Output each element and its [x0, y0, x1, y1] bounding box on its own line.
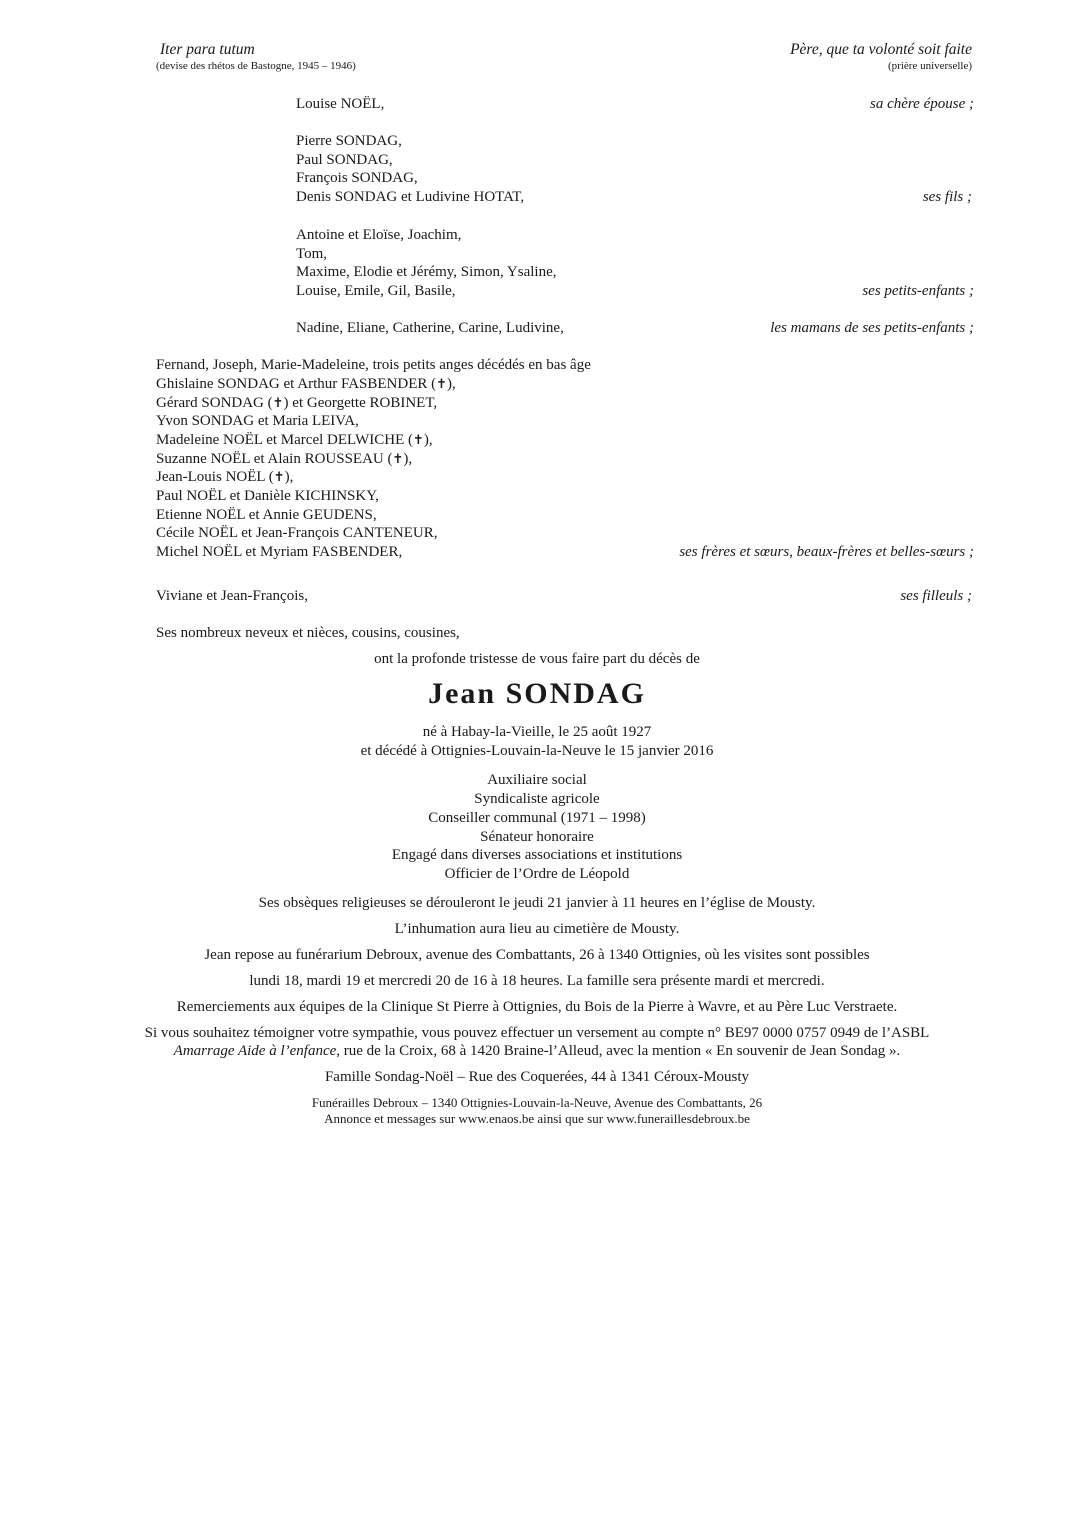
sibling-line [156, 375, 456, 394]
cross-icon: ✝ [272, 396, 284, 411]
grandchildren-line-2: Tom, [296, 246, 328, 262]
death-info: et décédé à Ottignies-Louvain-la-Neuve le 15 janvier 2016 [360, 743, 714, 759]
title-line: Engagé dans diverses associations et institutions [391, 847, 683, 863]
sibling-text-end: ), [403, 451, 413, 467]
sibling-line: Cécile NOËL et Jean-François CANTENEUR, [156, 525, 438, 541]
title-line: Syndicaliste agricole [474, 791, 600, 807]
family-address: Famille Sondag-Noël – Rue des Coquerées, 44 à 1341 Céroux-Mousty [324, 1069, 750, 1085]
right-motto: Père, que ta volonté soit faite [790, 41, 972, 58]
grandchildren-line-3: Maxime, Elodie et Jérémy, Simon, Ysaline, [296, 264, 557, 280]
cross-icon: ✝ [436, 377, 448, 392]
funeral-info: Ses obsèques religieuses se dérouleront le jeudi 21 janvier à 11 heures en l’église de Mousty. [258, 895, 816, 911]
right-motto-source: (prière universelle) [888, 60, 972, 72]
announcement-intro: ont la profonde tristesse de vous faire part du décès de [374, 651, 700, 667]
birth-info: né à Habay-la-Vieille, le 25 août 1927 [422, 724, 652, 740]
visitation-info-1: Jean repose au funérarium Debroux, avenue des Combattants, 26 à 1340 Ottignies, où les visites sont possibles [204, 947, 870, 963]
siblings-role: ses frères et sœurs, beaux-frères et belles-sœurs ; [679, 544, 974, 560]
donation-line-1: Si vous souhaitez témoigner votre sympathie, vous pouvez effectuer un versement au compte n° BE97 0000 0757 0949 de l’ASBL [144, 1025, 930, 1041]
funeral-home-line: Funérailles Debroux – 1340 Ottignies-Louvain-la-Neuve, Avenue des Combattants, 26 [311, 1095, 763, 1110]
sibling-line [156, 468, 293, 487]
sibling-text: Gérard SONDAG ( [156, 395, 273, 411]
donation-line-2-rest: , rue de la Croix, 68 à 1420 Braine-l’Alleud, avec la mention « En souvenir de Jean Sondag ». [336, 1043, 901, 1059]
visitation-info-2: lundi 18, mardi 19 et mercredi 20 de 16 à 18 heures. La famille sera présente mardi et mercredi. [249, 973, 825, 989]
sibling-text-end: ), [423, 432, 433, 448]
thanks-line: Remerciements aux équipes de la Clinique St Pierre à Ottignies, du Bois de la Pierre à Wavre, et au Père Luc Verstraete. [176, 999, 898, 1015]
sibling-line: Etienne NOËL et Annie GEUDENS, [156, 507, 377, 523]
sibling-text: Suzanne NOËL et Alain ROUSSEAU ( [156, 451, 393, 467]
burial-info: L’inhumation aura lieu au cimetière de Mousty. [394, 921, 680, 937]
donation-line-2 [0, 1042, 1074, 1061]
sibling-line [156, 431, 433, 450]
sibling-text-end: ), [284, 469, 294, 485]
relatives-line: Ses nombreux neveux et nièces, cousins, cousines, [156, 625, 460, 641]
charity-name: Amarrage Aide à l’enfance [173, 1043, 337, 1059]
son-4: Denis SONDAG et Ludivine HOTAT, [296, 189, 525, 205]
deceased-name: Jean SONDAG [428, 677, 646, 710]
sibling-text: Jean-Louis NOËL ( [156, 469, 274, 485]
left-motto: Iter para tutum [160, 41, 255, 58]
cross-icon: ✝ [273, 470, 285, 485]
wife-role: sa chère épouse ; [870, 96, 974, 112]
godchildren-names: Viviane et Jean-François, [156, 588, 308, 604]
sibling-line: Michel NOËL et Myriam FASBENDER, [156, 544, 403, 560]
siblings-intro: Fernand, Joseph, Marie-Madeleine, trois petits anges décédés en bas âge [156, 357, 591, 373]
cross-icon: ✝ [412, 433, 424, 448]
wife-name: Louise NOËL, [296, 96, 385, 112]
godchildren-role: ses filleuls ; [900, 588, 972, 604]
sibling-text-end: ) et Georgette ROBINET, [283, 395, 438, 411]
left-motto-source: (devise des rhétos de Bastogne, 1945 – 1946) [156, 60, 356, 72]
grandchildren-role: ses petits-enfants ; [862, 283, 974, 299]
sibling-line [156, 450, 412, 469]
mothers-role: les mamans de ses petits-enfants ; [770, 320, 974, 336]
sibling-line: Yvon SONDAG et Maria LEIVA, [156, 413, 359, 429]
sibling-text: Ghislaine SONDAG et Arthur FASBENDER ( [156, 376, 437, 392]
online-messages-line: Annonce et messages sur www.enaos.be ainsi que sur www.funeraillesdebroux.be [324, 1111, 750, 1126]
grandchildren-line-4: Louise, Emile, Gil, Basile, [296, 283, 456, 299]
mothers-names: Nadine, Eliane, Catherine, Carine, Ludivine, [296, 320, 564, 336]
title-line: Sénateur honoraire [480, 829, 594, 845]
cross-icon: ✝ [392, 452, 404, 467]
title-line: Conseiller communal (1971 – 1998) [428, 810, 646, 826]
grandchildren-line-1: Antoine et Eloïse, Joachim, [296, 227, 462, 243]
sons-role: ses fils ; [922, 189, 972, 205]
sibling-text: Madeleine NOËL et Marcel DELWICHE ( [156, 432, 413, 448]
sibling-text-end: ), [447, 376, 456, 392]
title-line: Auxiliaire social [487, 772, 587, 788]
son-1: Pierre SONDAG, [296, 133, 402, 149]
son-2: Paul SONDAG, [296, 152, 393, 168]
son-3: François SONDAG, [296, 170, 418, 186]
sibling-line: Paul NOËL et Danièle KICHINSKY, [156, 488, 379, 504]
title-line: Officier de l’Ordre de Léopold [444, 866, 630, 882]
sibling-line [156, 394, 437, 413]
